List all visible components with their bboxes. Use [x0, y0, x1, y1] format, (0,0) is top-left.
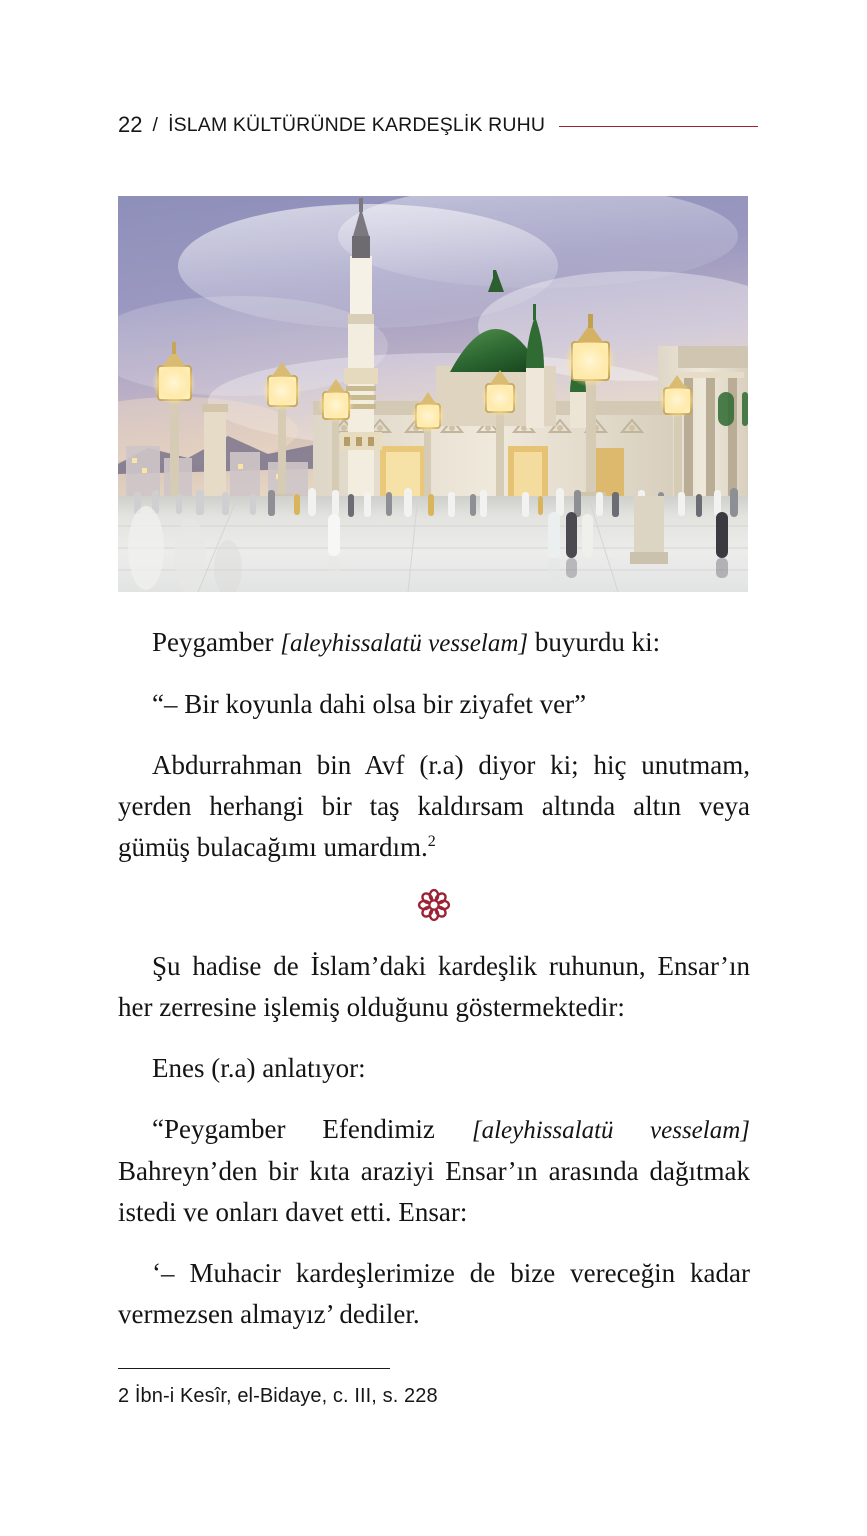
- p1-italic: [aleyhissalatü vesselam]: [280, 630, 529, 657]
- p1-tail: buyurdu ki:: [528, 627, 661, 657]
- header-rule: [559, 126, 758, 127]
- p6-italic: [aleyhissalatü vesselam]: [471, 1117, 750, 1144]
- p1-lead: Peygamber: [152, 627, 281, 657]
- paragraph-4: Şu hadise de İslam’daki kardeşlik ruhunun, Ensar’ın her zerresine işlemiş olduğunu göstermektedir:: [118, 951, 750, 1022]
- paragraph-3: [118, 745, 750, 868]
- p6-lead: “Peygamber Efendimiz: [152, 1114, 472, 1144]
- paragraph-7: ‘– Muhacir kardeşlerimize de bize vereceğin kadar vermezsen almayız’ dediler.: [118, 1258, 750, 1329]
- paragraph-5: Enes (r.a) anlatıyor:: [152, 1053, 366, 1083]
- header-title: İSLAM KÜLTÜRÜNDE KARDEŞLİK RUHU: [168, 113, 546, 136]
- body-text: [118, 622, 750, 1355]
- mosque-photo: [118, 196, 748, 592]
- paragraph-1: [118, 622, 750, 664]
- p6-tail: Bahreyn’den bir kıta araziyi Ensar’ın arasında dağıtmak istedi ve onları davet etti. Ensar:: [118, 1156, 750, 1227]
- paragraph-6: [118, 1109, 750, 1233]
- page-number: 22: [118, 112, 143, 137]
- p3-text: Abdurrahman bin Avf (r.a) diyor ki; hiç unutmam, yerden herhangi bir taş kaldırsam altında altın veya gümüş bulacağımı umardım.: [118, 750, 750, 862]
- floral-rosette-ornament: [118, 888, 750, 922]
- footnote-marker: 2: [427, 833, 436, 850]
- header-separator: /: [152, 113, 159, 136]
- paragraph-2: “– Bir koyunla dahi olsa bir ziyafet ver”: [152, 689, 587, 719]
- footnote-text: 2 İbn-i Kesîr, el-Bidaye, c. III, s. 228: [118, 1385, 438, 1407]
- mosque-photo-illustration: [118, 196, 748, 592]
- footnote-rule: [118, 1368, 390, 1369]
- floral-rosette-icon: [417, 888, 451, 922]
- footnote-block: [118, 1368, 750, 1408]
- running-header: [118, 110, 758, 140]
